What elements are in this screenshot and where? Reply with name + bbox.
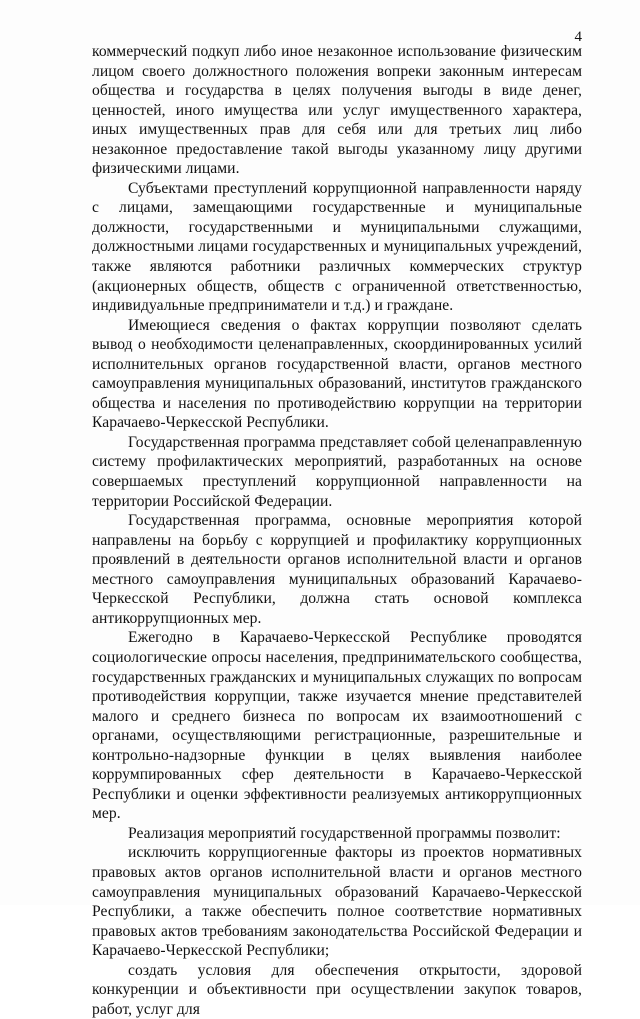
- paragraph-6: Ежегодно в Карачаево-Черкесской Республике проводятся социологические опросы населения, предпринимательского сообщества, государственных гражданских и муниципальных служащих по вопросам противодействия коррупции, также изучается мнение представителей малого и среднего бизнеса по вопросам их взаимоотношений с органами, осуществляющими регистрационные, разрешительные и контрольно-надзорные функции в целях выявления наиболее коррумпированных сфер деятельности в Карачаево-Черкесской Республики и оценки эффективности реализуемых антикоррупционных мер.: [92, 629, 582, 823]
- document-body: [92, 42, 582, 1019]
- paragraph-4: Государственная программа представляет собой целенаправленную систему профилактических мероприятий, разработанных на основе совершаемых преступлений коррупционной направленности на территории Российской Федерации.: [92, 433, 582, 510]
- paragraph-7: Реализация мероприятий государственной программы позволит:: [128, 824, 561, 842]
- paragraph-2: Субъектами преступлений коррупционной направленности наряду с лицами, замещающими государственные и муниципальные должности, государственными и муниципальными служащими, должностными лицами государственных и муниципальных учреждений, также являются работники различных коммерческих структур (акционерных обществ, обществ с ограниченной ответственностью, индивидуальные предприниматели и т.д.) и граждане.: [92, 179, 582, 315]
- paragraph-1: коммерческий подкуп либо иное незаконное использование физическим лицом своего должностного положения вопреки законным интересам общества и государства в целях получения выгоды в виде денег, ценностей, иного имущества или услуг имущественного характера, иных имущественных прав для себя или для третьих лиц либо незаконное предоставление такой выгоды указанному лицу другими физическими лицами.: [92, 43, 582, 178]
- paragraph-3: Имеющиеся сведения о фактах коррупции позволяют сделать вывод о необходимости целенаправленных, скоординированных усилий исполнительных органов государственной власти, органов местного самоуправления муниципальных образований, институтов гражданского общества и населения по противодействию коррупции на территории Карачаево-Черкесской Республики.: [92, 316, 582, 432]
- paragraph-9: создать условия для обеспечения открытости, здоровой конкуренции и объективности при осуществлении закупок товаров, работ, услуг для: [92, 961, 582, 1018]
- paragraph-8: исключить коррупциогенные факторы из проектов нормативных правовых актов органов исполнительной власти и органов местного самоуправления муниципальных образований Карачаево-Черкесской Республики, а также обеспечить полное соответствие нормативных правовых актов требованиям законодательства Российской Федерации и Карачаево-Черкесской Республики;: [92, 844, 582, 960]
- paragraph-5: Государственная программа, основные мероприятия которой направлены на борьбу с коррупцией и профилактику коррупционных проявлений в деятельности органов исполнительной власти и органов местного самоуправления муниципальных образований Карачаево-Черкесской Республики, должна стать основой комплекса антикоррупционных мер.: [92, 512, 582, 627]
- page-number: 4: [574, 29, 582, 45]
